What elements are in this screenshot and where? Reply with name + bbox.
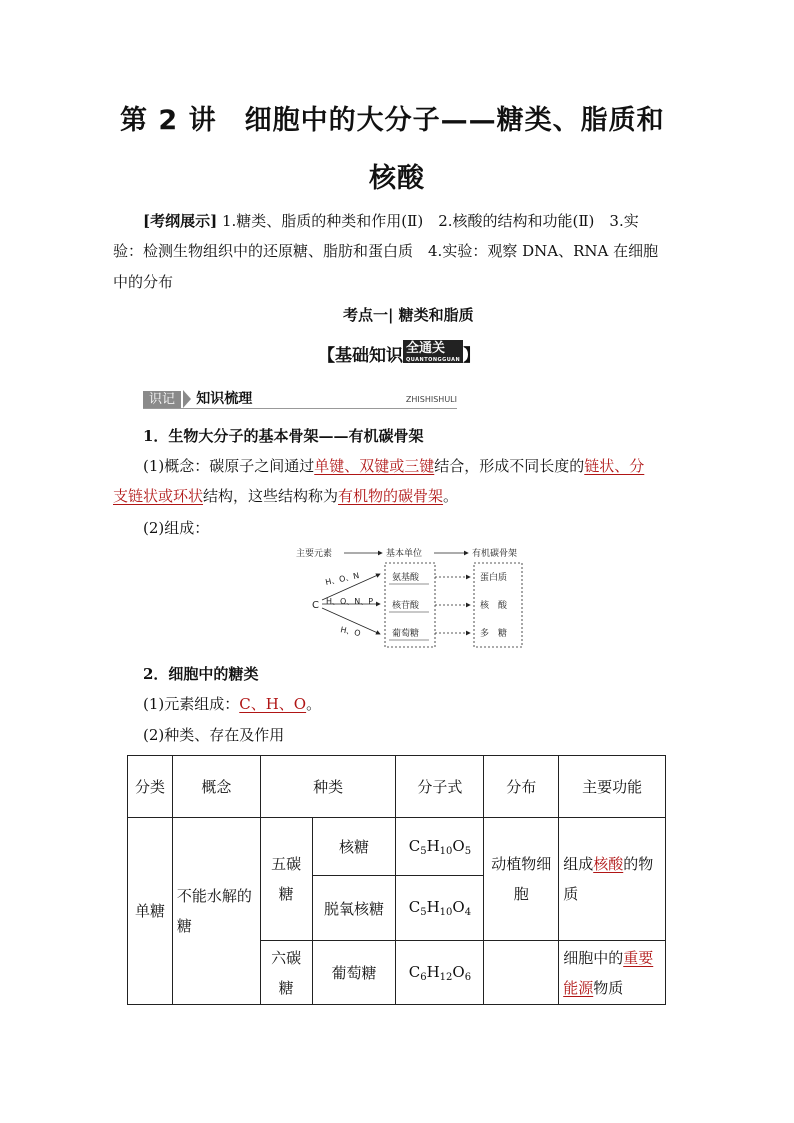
cell-formula-deoxyribose: $C_5H_{10}O_4$ (396, 876, 484, 941)
carbon-skeleton-diagram (294, 544, 534, 654)
diagram-head-elements: 主要元素 (296, 549, 333, 559)
outline-label: [考纲展示] (143, 212, 218, 230)
section-title: 知识梳理 (196, 391, 253, 407)
answer-shapes-b: 支链状或环状 (113, 487, 204, 505)
composition-label: (2)组成： (143, 519, 210, 537)
answer-shapes-a: 链状、分 (584, 457, 645, 475)
diagram-unit-3: 葡萄糖 (392, 629, 420, 639)
header-category: 分类 (128, 756, 173, 818)
answer-elements: C、H、O (239, 695, 307, 713)
concept-line1: (1)概念：碳原子之间通过单键、双键或三键结合，形成不同长度的链状、分 (143, 457, 645, 475)
topic-heading: 考点一| 糖类和脂质 (343, 306, 474, 324)
cell-monosaccharide: 单糖 (128, 818, 173, 1005)
diagram-elements-2: H、O、N、P (326, 597, 374, 606)
header-formula: 分子式 (396, 756, 484, 818)
cell-distribution: 动植物细胞 (484, 818, 559, 941)
concept-line2: 支链状或环状结构，这些结构称为有机物的碳骨架。 (113, 487, 459, 505)
page-title-line2: 核酸 (369, 163, 425, 194)
diagram-head-units: 基本单位 (386, 549, 423, 559)
cell-function-1: 组成核酸的物质 (559, 818, 666, 941)
answer-energy-source: 重要能源 (563, 948, 654, 997)
outline-line2: 验：检测生物组织中的还原糖、脂肪和蛋白质 4.实验：观察 DNA、RNA 在细胞 (113, 242, 659, 260)
cell-five-carbon: 五碳糖 (260, 818, 312, 941)
diagram-unit-2: 核苷酸 (392, 601, 420, 611)
section-pinyin: ZHISHISHULI (405, 395, 457, 404)
cell-ribose: 核糖 (312, 818, 396, 876)
cell-formula-glucose: $C_6H_{12}O_6$ (396, 941, 484, 1005)
types-label: (2)种类、存在及作用 (143, 726, 285, 744)
header-distribution: 分布 (484, 756, 559, 818)
section-tag: 识记 (143, 391, 181, 408)
cell-distribution-empty (484, 941, 559, 1005)
diagram-head-macro: 有机碳骨架 (472, 549, 518, 559)
banner-badge: 全通关 QUANTONGGUAN (403, 340, 463, 363)
cell-function-2: 细胞中的重要能源物质 (559, 941, 666, 1005)
answer-bonds: 单键、双键或三键 (314, 457, 435, 475)
diagram-elements-3: H、O (339, 625, 362, 639)
heading-1: 1．生物大分子的基本骨架——有机碳骨架 (143, 427, 424, 445)
cell-concept: 不能水解的糖 (172, 818, 260, 1005)
section-header (143, 388, 457, 409)
element-composition: (1)元素组成：C、H、O。 (143, 695, 322, 713)
diagram-carbon: C (312, 600, 319, 611)
diagram-macro-2: 核 酸 (480, 601, 508, 611)
tag-arrow-icon (183, 390, 191, 408)
cell-glucose: 葡萄糖 (312, 941, 396, 1005)
sugar-table (127, 755, 666, 1005)
banner: 【基础知识 全通关 QUANTONGGUAN 】 (318, 341, 481, 366)
outline-line1: [考纲展示] 1.糖类、脂质的种类和作用(Ⅱ) 2.核酸的结构和功能(Ⅱ) 3.实 (143, 212, 639, 230)
outline-line3: 中的分布 (113, 273, 174, 291)
cell-six-carbon: 六碳糖 (260, 941, 312, 1005)
diagram-unit-1: 氨基酸 (392, 573, 420, 583)
answer-skeleton: 有机物的碳骨架 (338, 487, 444, 505)
diagram-elements-1: H、O、N (324, 571, 360, 587)
table-header-row (128, 756, 666, 818)
table-row (128, 818, 666, 876)
diagram-macro-3: 多 糖 (480, 629, 508, 639)
answer-nucleic-acid: 核酸 (593, 855, 624, 873)
page-title: 第 2 讲 细胞中的大分子——糖类、脂质和 (120, 105, 665, 136)
heading-2: 2．细胞中的糖类 (143, 665, 259, 683)
header-function: 主要功能 (559, 756, 666, 818)
diagram-macro-1: 蛋白质 (480, 573, 508, 583)
header-types: 种类 (260, 756, 396, 818)
cell-formula-ribose: $C_5H_{10}O_5$ (396, 818, 484, 876)
cell-deoxyribose: 脱氧核糖 (312, 876, 396, 941)
header-concept: 概念 (172, 756, 260, 818)
